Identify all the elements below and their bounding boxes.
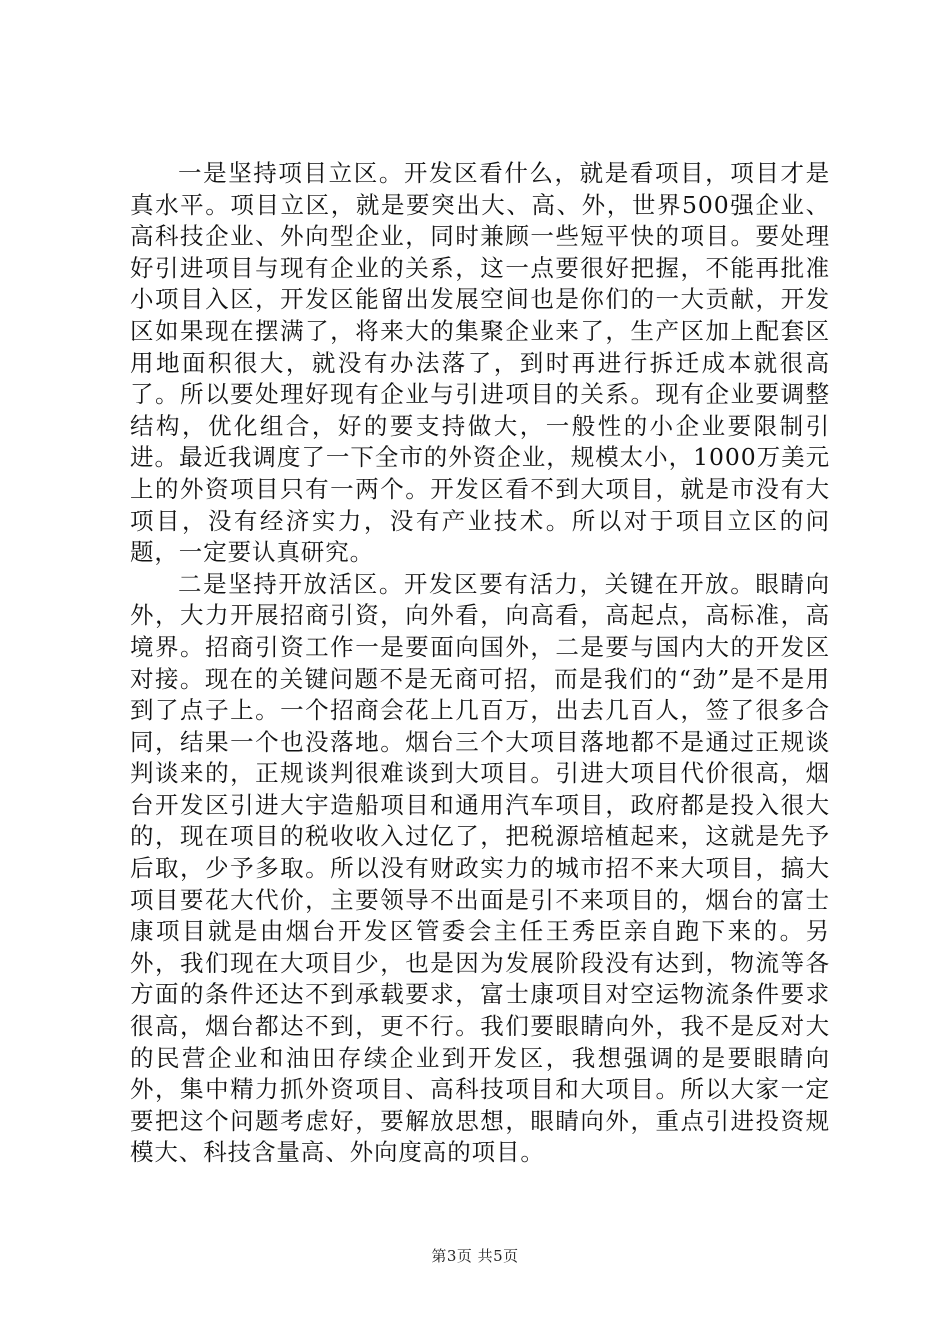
page-number-footer: 第3页 共5页: [431, 1247, 519, 1265]
paragraph-open-zone: 二是坚持开放活区。开发区要有活力，关键在开放。眼睛向外，大力开展招商引资，向外看，向高看，高起点，高标准，高境界。招商引资工作一是要面向国外，二是要与国内大的开发区对接。现在的关键问题不是无商可招，而是我们的“劲”是不是用到了点子上。一个招商会花上几百万，出去几百人，签了很多合同，结果一个也没落地。烟台三个大项目落地都不是通过正规谈判谈来的，正规谈判很难谈到大项目。引进大项目代价很高，烟台开发区引进大宇造船项目和通用汽车项目，政府都是投入很大的，现在项目的税收收入过亿了，把税源培植起来，这就是先予后取，少予多取。所以没有财政实力的城市招不来大项目，搞大项目要花大代价，主要领导不出面是引不来项目的，烟台的富士康项目就是由烟台开发区管委会主任王秀臣亲自跑下来的。另外，我们现在大项目少，也是因为发展阶段没有达到，物流等各方面的条件还达不到承载要求，富士康项目对空运物流条件要求很高，烟台都达不到，更不行。我们要眼睛向外，我不是反对大的民营企业和油田存续企业到开发区，我想强调的是要眼睛向外，集中精力抓外资项目、高科技项目和大项目。所以大家一定要把这个问题考虑好，要解放思想，眼睛向外，重点引进投资规模大、科技含量高、外向度高的项目。: [130, 569, 830, 1167]
document-body: [130, 158, 830, 1169]
paragraph-project-zone: 一是坚持项目立区。开发区看什么，就是看项目，项目才是真水平。项目立区，就是要突出大、高、外，世界500强企业、高科技企业、外向型企业，同时兼顾一些短平快的项目。要处理好引进项目与现有企业的关系，这一点要很好把握，不能再批准小项目入区，开发区能留出发展空间也是你们的一大贡献，开发区如果现在摆满了，将来大的集聚企业来了，生产区加上配套区用地面积很大，就没有办法落了，到时再进行拆迁成本就很高了。所以要处理好现有企业与引进项目的关系。现有企业要调整结构，优化组合，好的要支持做大，一般性的小企业要限制引进。最近我调度了一下全市的外资企业，规模太小，1000万美元上的外资项目只有一两个。开发区看不到大项目，就是市没有大项目，没有经济实力，没有产业技术。所以对于项目立区的问题，一定要认真研究。: [130, 159, 830, 567]
